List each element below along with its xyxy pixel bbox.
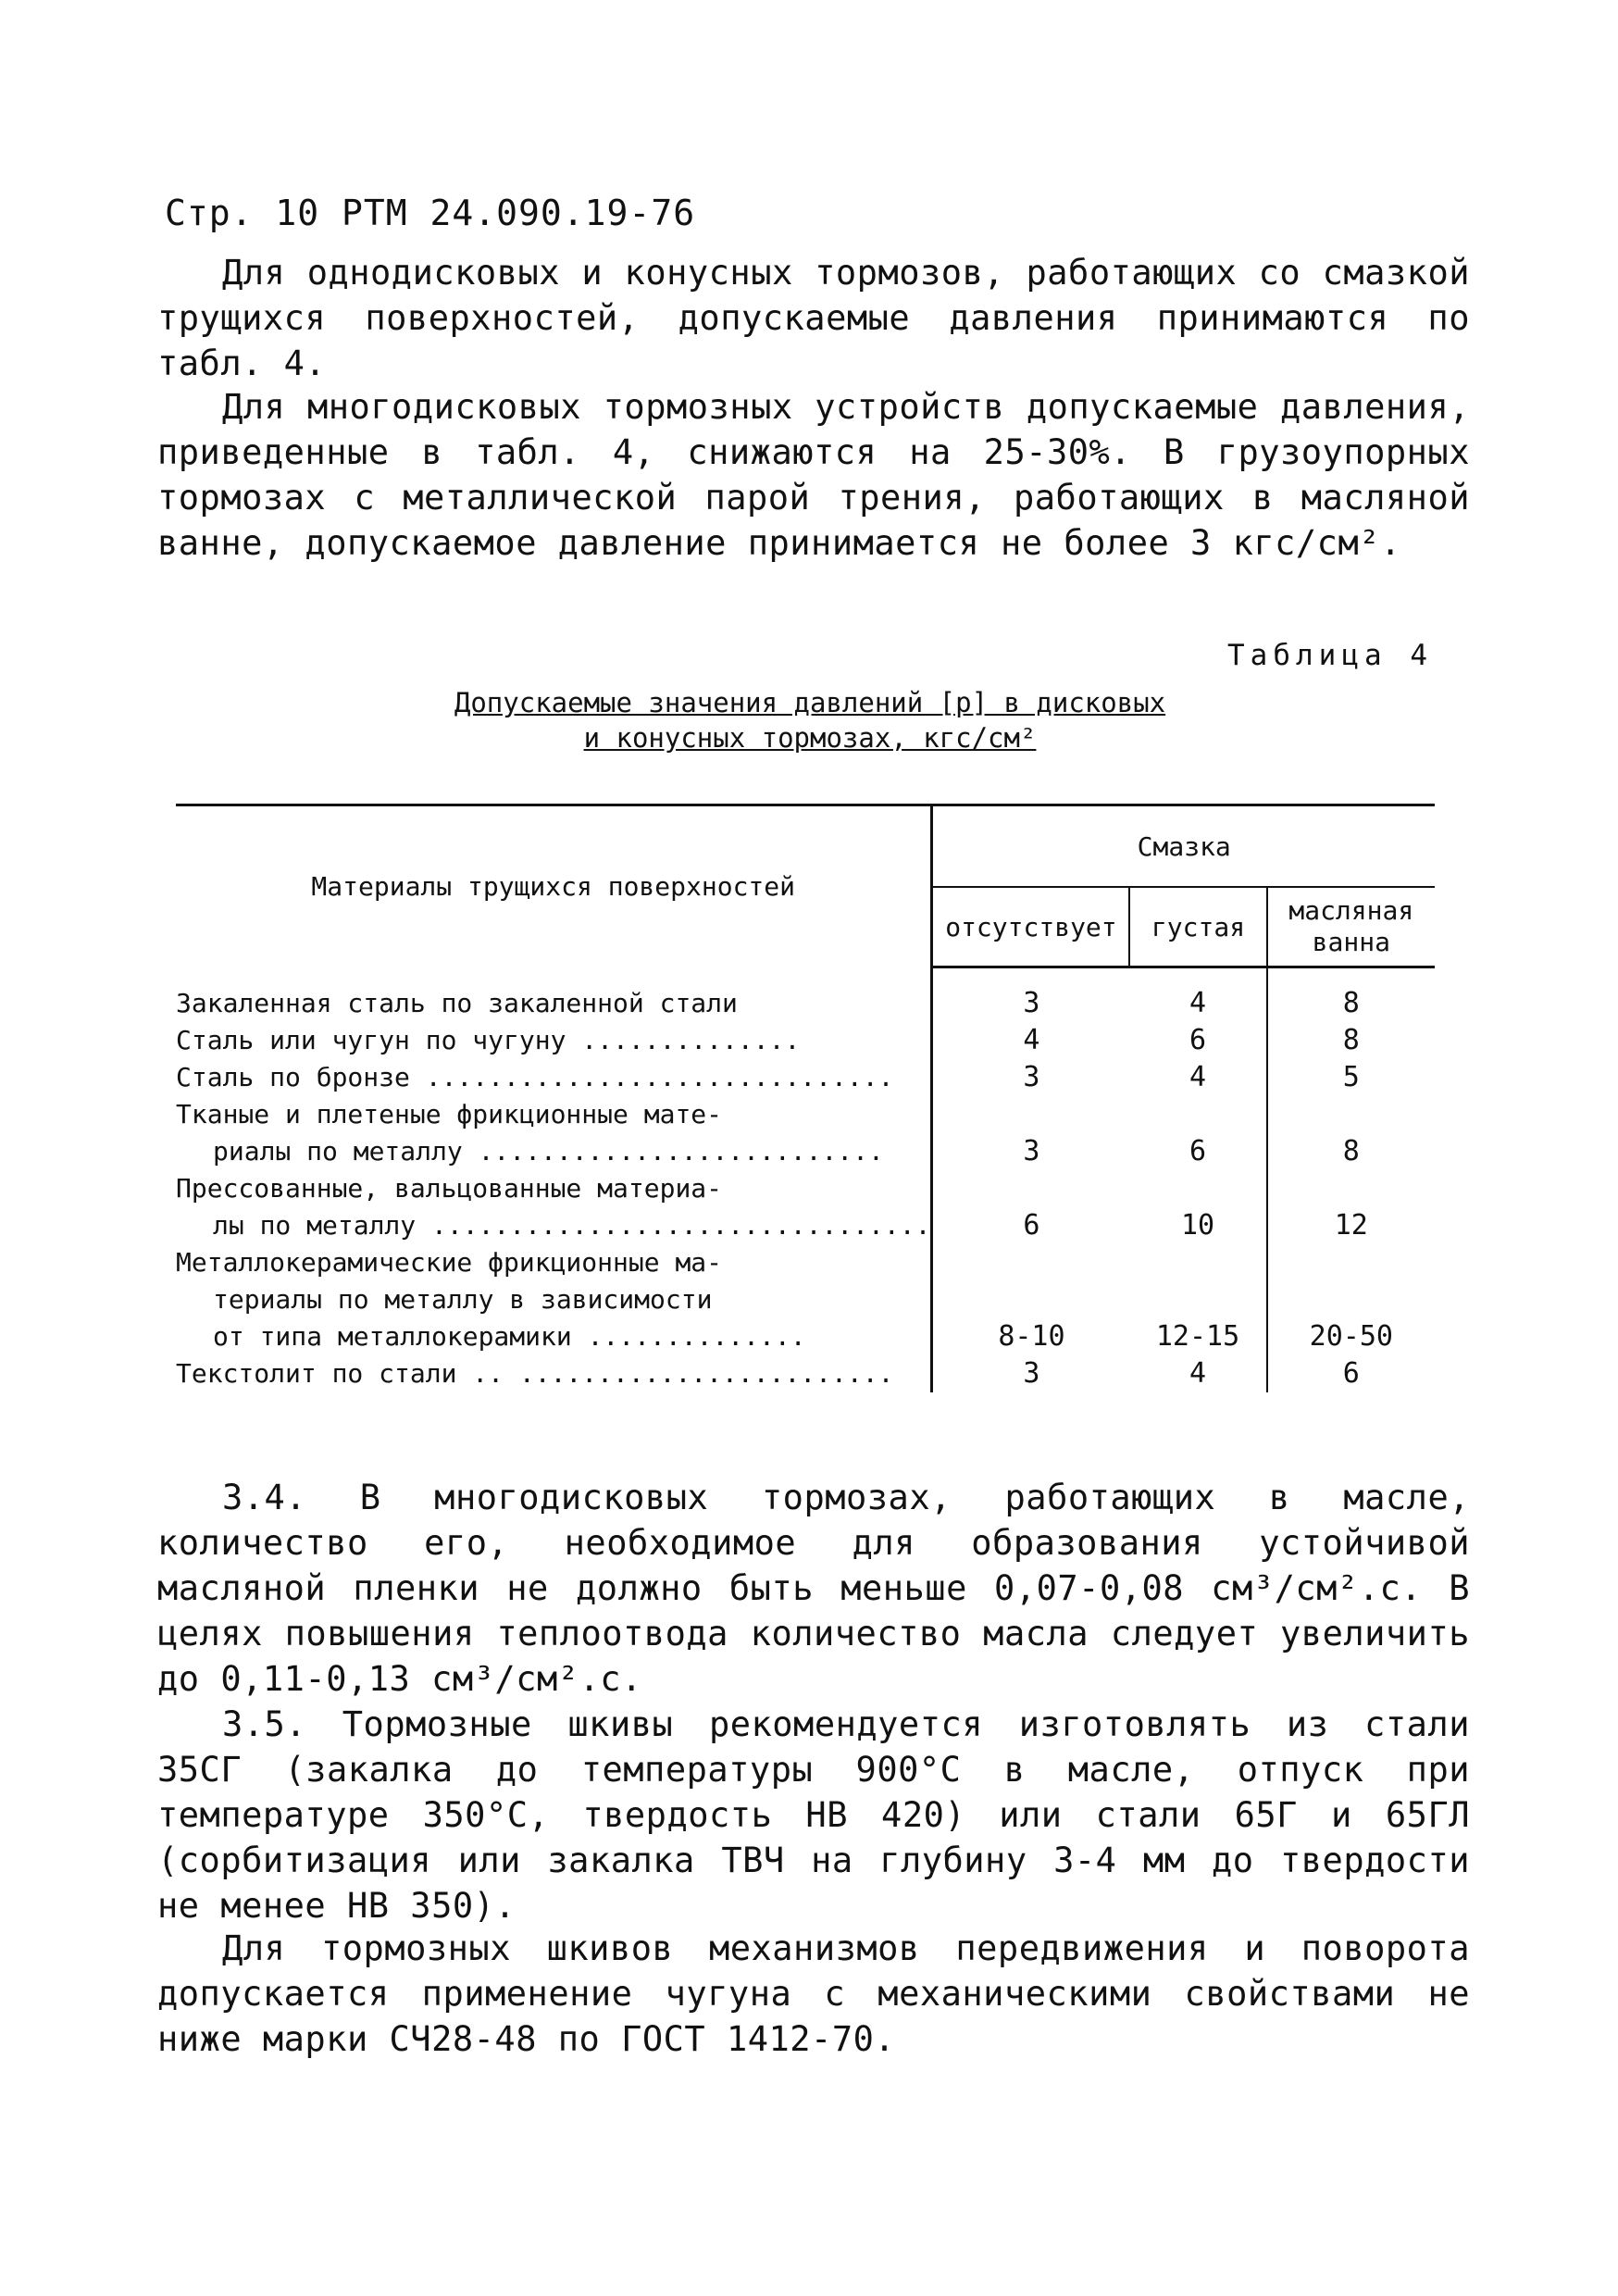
value-oil-bath: 8 xyxy=(1342,1135,1360,1167)
value-oil-bath: 6 xyxy=(1342,1357,1360,1390)
column-header-oil-bath: масляная ванна xyxy=(1267,887,1435,967)
table-title: Допускаемые значения давлений [p] в дисковых и конусных тормозах, кгс/см² xyxy=(454,687,1166,754)
column-header-absent: отсутствует xyxy=(932,887,1129,967)
value-thick: 4 xyxy=(1129,985,1266,1022)
material-cell: от типа металлокерамики .............. xyxy=(213,1321,806,1352)
value-oil-bath xyxy=(1267,1244,1435,1281)
paragraph-cast-iron: Для тормозных шкивов механизмов передвижения и поворота допускается применение чугуна с механическими свойствами не ниже марки СЧ28-48 по ГОСТ 1412-70. xyxy=(157,1928,1470,2059)
value-absent: 8-10 xyxy=(932,1318,1129,1355)
value-thick xyxy=(1129,1281,1266,1318)
value-thick: 6 xyxy=(1129,1133,1266,1170)
value-thick: 10 xyxy=(1129,1207,1266,1244)
value-thick: 12-15 xyxy=(1129,1318,1266,1355)
paragraph-1: Для однодисковых и конусных тормозов, работающих со смазкой трущихся поверхностей, допускаемые давления принимаются по табл. 4. xyxy=(157,253,1470,383)
page-header: Стр. 10 РТМ 24.090.19-76 xyxy=(165,193,696,233)
pressure-table xyxy=(176,804,1435,1392)
material-cell: Тканые и плетеные фрикционные мате- xyxy=(176,1099,723,1129)
paragraph-2: Для многодисковых тормозных устройств допускаемые давления, приведенные в табл. 4, снижаются на 25-30%. В грузоупорных тормозах с металлической парой трения, работающих в масляной ванне, допускаемое давление принимается не более 3 кгс/см². xyxy=(157,387,1470,563)
table-row xyxy=(176,1133,1435,1170)
value-oil-bath xyxy=(1267,1096,1435,1133)
material-cell: Сталь или чугун по чугуну .............. xyxy=(176,1025,801,1055)
column-header-lubrication: Смазка xyxy=(932,805,1435,888)
material-cell: лы по металлу ................................ xyxy=(213,1210,931,1241)
table-row xyxy=(176,1170,1435,1207)
value-thick: 4 xyxy=(1129,1355,1266,1392)
table-row xyxy=(176,985,1435,1022)
value-oil-bath xyxy=(1267,1281,1435,1318)
value-thick xyxy=(1129,1170,1266,1207)
table-row xyxy=(176,1244,1435,1281)
value-absent xyxy=(932,1170,1129,1207)
column-header-thick: густая xyxy=(1129,887,1266,967)
material-cell: Сталь по бронзе .............................. xyxy=(176,1062,894,1092)
paragraph-3-4: 3.4. В многодисковых тормозах, работающих в масле, количество его, необходимое для образования устойчивой масляной пленки не должно быть меньше 0,07-0,08 см³/см².с. В целях повышения теплоотвода количество масла следует увеличить до 0,11-0,13 см³/см².с. xyxy=(157,1478,1470,1699)
paragraph-3-5: 3.5. Тормозные шкивы рекомендуется изготовлять из стали 35СГ (закалка до температуры 900°С в масле, отпуск при температуре 350°С, твердость НВ 420) или стали 65Г и 65ГЛ (сорбитизация или закалка ТВЧ на глубину 3-4 мм до твердости не менее НВ 350). xyxy=(157,1704,1470,1926)
table-label: Таблица 4 xyxy=(1227,639,1433,672)
table-row xyxy=(176,1355,1435,1392)
value-absent: 3 xyxy=(932,1133,1129,1170)
value-absent: 3 xyxy=(932,1059,1129,1096)
value-oil-bath xyxy=(1267,1170,1435,1207)
value-absent xyxy=(932,1096,1129,1133)
table-row xyxy=(176,1318,1435,1355)
value-thick: 4 xyxy=(1129,1059,1266,1096)
table-row xyxy=(176,1022,1435,1059)
column-header-materials: Материалы трущихся поверхностей xyxy=(311,871,796,903)
value-oil-bath: 8 xyxy=(1342,987,1360,1019)
value-oil-bath: 5 xyxy=(1342,1061,1360,1093)
value-thick xyxy=(1129,1244,1266,1281)
value-absent: 4 xyxy=(932,1022,1129,1059)
table-row xyxy=(176,1059,1435,1096)
value-oil-bath: 20-50 xyxy=(1309,1320,1393,1353)
table-row xyxy=(176,1207,1435,1244)
material-cell: Металлокерамические фрикционные ма- xyxy=(176,1247,723,1278)
value-oil-bath: 8 xyxy=(1342,1024,1360,1056)
material-cell: риалы по металлу .......................... xyxy=(213,1136,884,1167)
table-body xyxy=(176,967,1435,1393)
material-cell: териалы по металлу в зависимости xyxy=(213,1284,713,1315)
value-absent: 6 xyxy=(932,1207,1129,1244)
table-row xyxy=(176,1096,1435,1133)
value-oil-bath: 12 xyxy=(1334,1209,1368,1242)
material-cell: Закаленная сталь по закаленной стали xyxy=(176,988,738,1018)
value-absent xyxy=(932,1281,1129,1318)
value-thick: 6 xyxy=(1129,1022,1266,1059)
material-cell: Прессованные, вальцованные материа- xyxy=(176,1173,723,1204)
material-cell: Текстолит по стали .. ........................ xyxy=(176,1358,894,1389)
value-absent: 3 xyxy=(932,985,1129,1022)
value-absent: 3 xyxy=(932,1355,1129,1392)
table-row xyxy=(176,1281,1435,1318)
value-thick xyxy=(1129,1096,1266,1133)
value-absent xyxy=(932,1244,1129,1281)
